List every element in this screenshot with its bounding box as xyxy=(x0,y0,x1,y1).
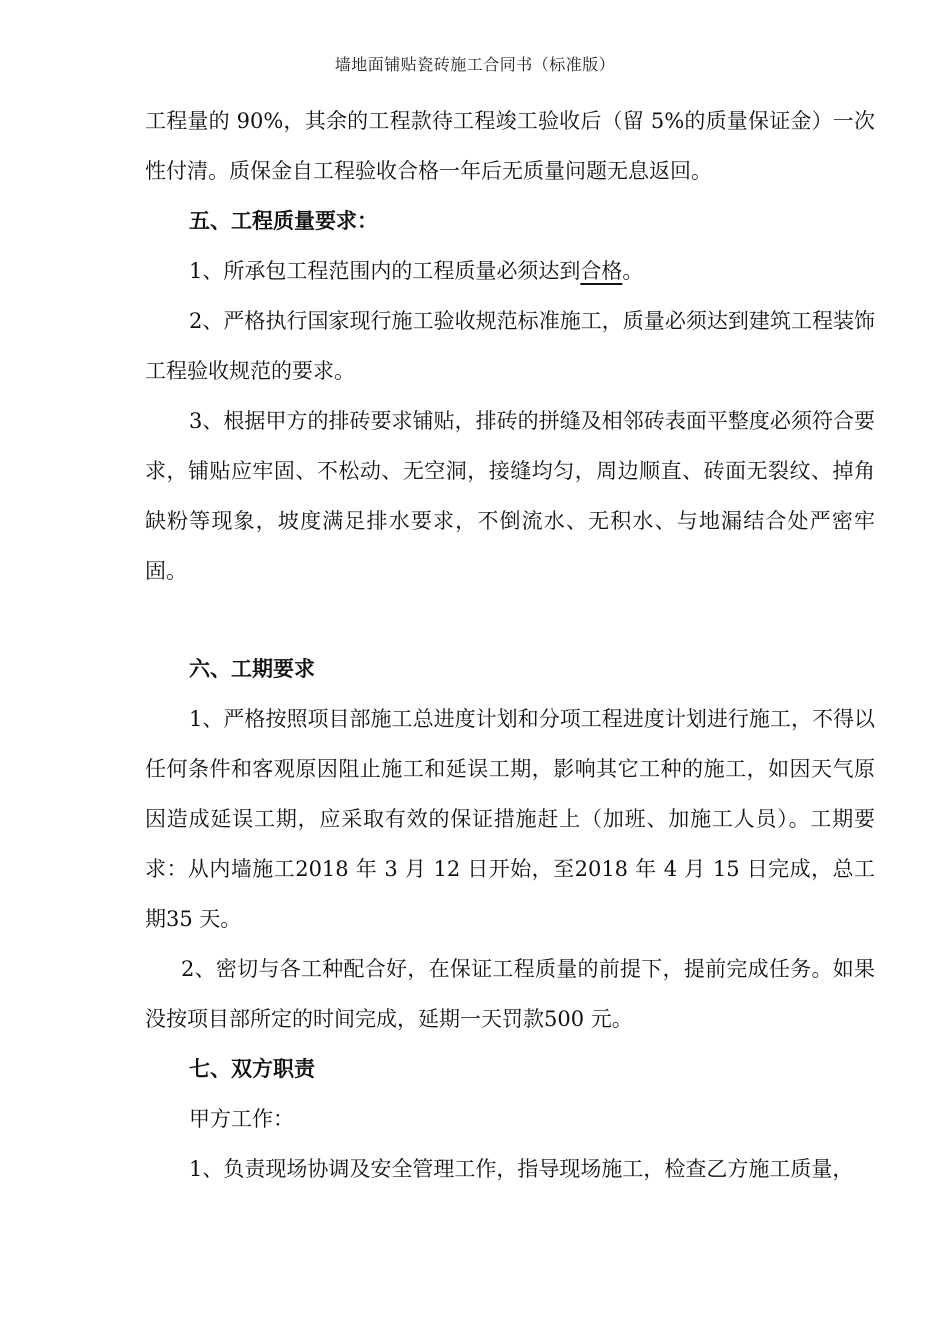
paragraph-payment-terms: 工程量的 90%，其余的工程款待工程竣工验收后（留 5%的质量保证金）一次性付清。质保金自工程验收合格一年后无质量问题无息返回。 xyxy=(145,109,875,183)
section-5-item-1 xyxy=(145,246,875,296)
section-7-item-1: 1、负责现场协调及安全管理工作，指导现场施工，检查乙方施工质量， xyxy=(189,1157,854,1181)
section-6-heading: 六、工期要求 xyxy=(189,656,315,681)
document-body xyxy=(145,96,875,1194)
party-a-heading: 甲方工作： xyxy=(189,1107,294,1131)
section-6-item-1: 1、严格按照项目部施工总进度计划和分项工程进度计划进行施工，不得以任何条件和客观原因阻止施工和延误工期，影响其它工种的施工，如因天气原因造成延误工期，应采取有效的保证措施赶上（加班、加施工人员）。工期要求：从内墙施工2018 年 3 月 12 日开始，至2018 年 4 月 15 日完成，总工期35 天。 xyxy=(145,707,875,931)
section-5-heading: 五、工程质量要求： xyxy=(189,208,378,233)
item-text-end: 。 xyxy=(622,259,644,283)
section-5-item-2: 2、严格执行国家现行施工验收规范标准施工，质量必须达到建筑工程装饰工程验收规范的要求。 xyxy=(145,309,875,383)
underlined-qualified: 合格 xyxy=(580,259,623,283)
page-header-title: 墙地面铺贴瓷砖施工合同书（标准版） xyxy=(334,55,616,74)
section-6-item-2: 2、密切与各工种配合好，在保证工程质量的前提下，提前完成任务。如果没按项目部所定的时间完成，延期一天罚款500 元。 xyxy=(145,957,875,1031)
item-text: 1、所承包工程范围内的工程质量必须达到 xyxy=(189,259,581,283)
section-5-item-3: 3、根据甲方的排砖要求铺贴，排砖的拼缝及相邻砖表面平整度必须符合要求，铺贴应牢固、不松动、无空洞，接缝均匀，周边顺直、砖面无裂纹、掉角缺粉等现象，坡度满足排水要求，不倒流水、无积水、与地漏结合处严密牢固。 xyxy=(145,409,875,583)
section-7-heading: 七、双方职责 xyxy=(189,1056,315,1081)
